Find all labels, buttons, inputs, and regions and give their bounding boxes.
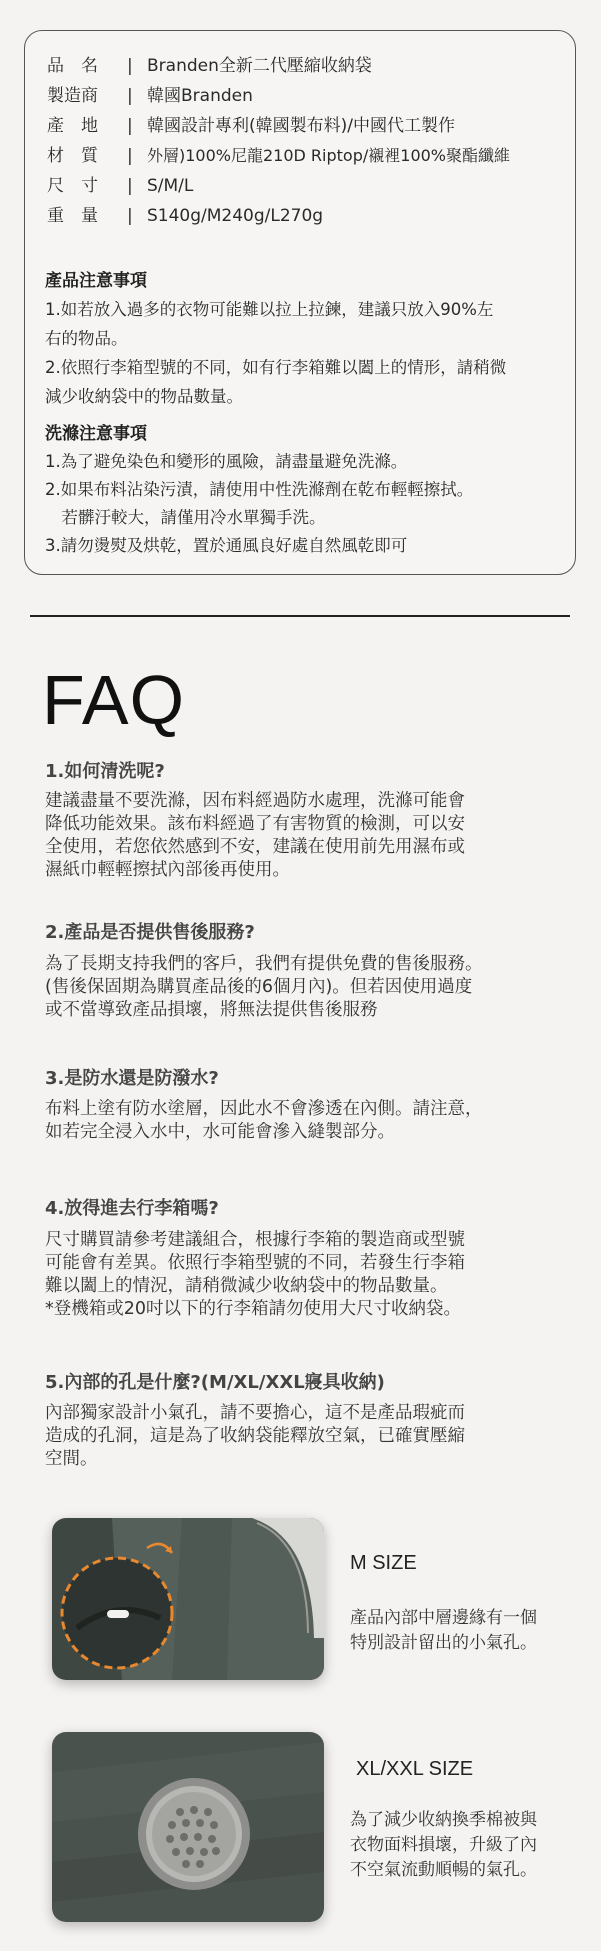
faq-answer-5: 內部獨家設計小氣孔，請不要擔心，這不是產品瑕疵而 造成的孔洞，這是為了收納袋能釋放空氣，已確實壓縮 空間。 xyxy=(45,1403,465,1469)
spec-row-material: 材 質 | 外層)100%尼龍210D Riptop/襯裡100%聚酯纖維 xyxy=(47,146,511,166)
wash-note-line: 3.請勿燙熨及烘乾，置於通風良好處自然風乾即可 xyxy=(45,536,408,555)
faq-answer-3: 布料上塗有防水塗層，因此水不會滲透在內側。請注意， 如若完全浸入水中，水可能會滲入縫製部分。 xyxy=(45,1099,483,1142)
wash-notes-heading: 洗滌注意事項 xyxy=(45,424,147,444)
faq-answer-4: 尺寸購買請參考建議組合，根據行李箱的製造商或型號 可能會有差異。依照行李箱型號的不同，若發生行李箱 難以闔上的情況，請稍微減少收納袋中的物品數量。 *登機箱或20吋以下的行李箱請勿使用大尺寸收納袋。 xyxy=(45,1230,465,1319)
faq-question-3: 3.是防水還是防潑水? xyxy=(45,1068,219,1089)
product-note-line: 2.依照行李箱型號的不同，如有行李箱難以闔上的情形，請稍微 xyxy=(45,358,507,377)
spec-row-size: 尺 寸 | S/M/L xyxy=(47,176,194,196)
product-notes-heading: 產品注意事項 xyxy=(45,271,147,291)
wash-note-line: 2.如果布料沾染污漬，請使用中性洗滌劑在乾布輕輕擦拭。 xyxy=(45,480,474,499)
product-note-line: 右的物品。 xyxy=(45,329,128,348)
wash-note-line: 若髒汙較大，請僅用冷水單獨手洗。 xyxy=(45,508,326,527)
faq-question-1: 1.如何清洗呢? xyxy=(45,761,165,782)
xl-size-description: 為了減少收納換季棉被與 衣物面料損壞，升級了內 不空氣流動順暢的氣孔。 xyxy=(350,1810,537,1880)
spec-row-maker: 製造商 | 韓國Branden xyxy=(47,86,253,106)
xl-size-title: XL/XXL SIZE xyxy=(356,1758,474,1780)
spec-row-weight: 重 量 | S140g/M240g/L270g xyxy=(47,206,324,226)
faq-title: FAQ xyxy=(42,661,186,739)
wash-note-line: 1.為了避免染色和變形的風險，請盡量避免洗滌。 xyxy=(45,452,408,471)
faq-question-5: 5.內部的孔是什麼?(M/XL/XXL寢具收納) xyxy=(45,1372,385,1393)
section-divider xyxy=(30,615,570,617)
spec-row-name: 品 名 | Branden全新二代壓縮收納袋 xyxy=(47,56,372,76)
faq-answer-2: 為了長期支持我們的客戶，我們有提供免費的售後服務。 (售後保固期為購買產品後的6個月內)。但若因使用過度 或不當導致產品損壞，將無法提供售後服務 xyxy=(45,954,483,1020)
spec-card xyxy=(24,30,576,575)
faq-question-2: 2.產品是否提供售後服務? xyxy=(45,922,255,943)
m-size-photo xyxy=(52,1518,324,1680)
product-note-line: 1.如若放入過多的衣物可能難以拉上拉鍊，建議只放入90%左 xyxy=(45,300,494,319)
spec-row-origin: 產 地 | 韓國設計專利(韓國製布料)/中國代工製作 xyxy=(47,116,455,136)
faq-question-4: 4.放得進去行李箱嗎? xyxy=(45,1198,219,1219)
xl-size-photo xyxy=(52,1732,324,1922)
m-size-description: 產品內部中層邊緣有一個 特別設計留出的小氣孔。 xyxy=(350,1608,537,1653)
m-size-title: M SIZE xyxy=(350,1552,417,1574)
faq-answer-1: 建議盡量不要洗滌，因布料經過防水處理，洗滌可能會 降低功能效果。該布料經過了有害物質的檢測，可以安 全使用，若您依然感到不安，建議在使用前先用濕布或 濕紙巾輕輕擦拭內部後再使用。 xyxy=(45,791,465,880)
product-note-line: 減少收納袋中的物品數量。 xyxy=(45,387,243,406)
